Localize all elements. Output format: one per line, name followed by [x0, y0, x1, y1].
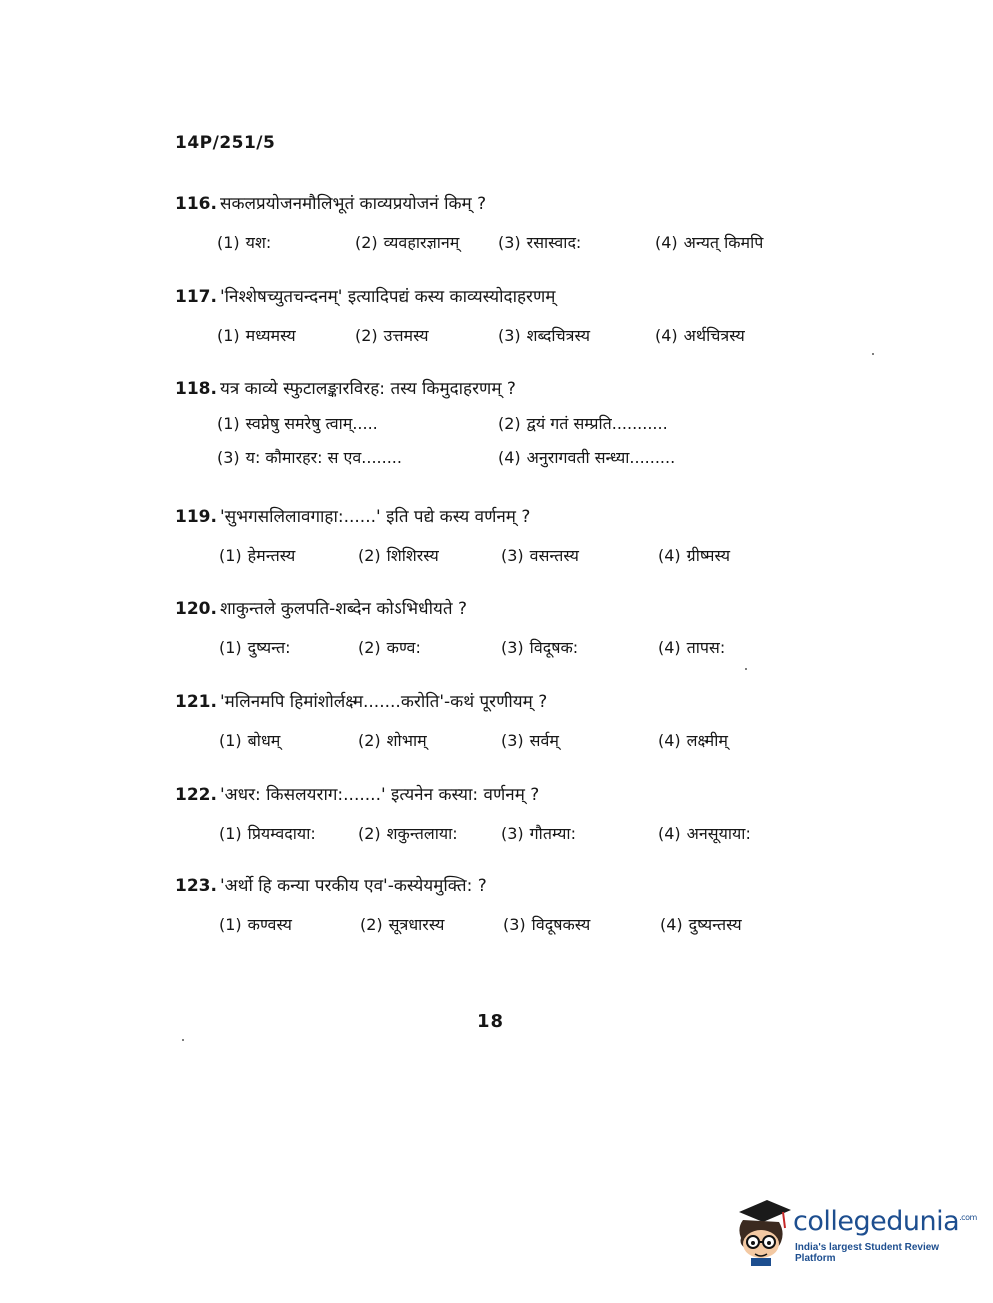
question-number: 117.: [175, 287, 217, 307]
option-2: [358, 541, 439, 571]
question-text: यत्र काव्ये स्फुटालङ्कारविरह: तस्य किमुदाहरणम् ?: [219, 379, 516, 399]
option-text: सर्वम्: [529, 731, 559, 750]
option-number: (4): [658, 731, 681, 750]
option-3: [498, 228, 581, 258]
option-number: (1): [219, 546, 242, 565]
option-text: हेमन्तस्य: [247, 546, 296, 565]
question-stem: [175, 872, 875, 900]
options-row: [175, 633, 875, 667]
option-text: ग्रीष्मस्य: [686, 546, 730, 565]
option-text: वसन्तस्य: [529, 546, 579, 565]
question-text: 'अधर: किसलयराग:.......' इत्यनेन कस्या: वर्णनम् ?: [219, 785, 540, 805]
option-text: रसास्वाद:: [526, 233, 582, 252]
option-4: [660, 910, 742, 940]
question-119: [175, 503, 875, 575]
option-4: [655, 321, 745, 351]
option-number: (4): [658, 638, 681, 657]
scan-speck: [872, 353, 874, 355]
option-3: [501, 541, 579, 571]
page-number: 18: [477, 1011, 505, 1032]
collegedunia-logo: [733, 1198, 977, 1268]
question-stem: [175, 781, 875, 809]
option-4: [658, 633, 725, 663]
option-text: तापस:: [686, 638, 726, 657]
option-text: अर्थचित्रस्य: [683, 326, 745, 345]
option-text: य: कौमारहर: स एव........: [245, 448, 402, 467]
question-stem: [175, 375, 875, 403]
options-row: [175, 819, 875, 853]
option-text: अन्यत् किमपि: [683, 233, 764, 252]
option-text: मध्यमस्य: [245, 326, 296, 345]
question-number: 120.: [175, 599, 217, 619]
option-text: यश:: [245, 233, 272, 252]
options-row: [175, 228, 875, 262]
question-text: शाकुन्तले कुलपति-शब्देन कोऽभिधीयते ?: [219, 599, 467, 619]
option-text: अनसूयाया:: [686, 824, 751, 843]
question-stem: [175, 283, 875, 311]
question-116: [175, 190, 875, 262]
option-number: (3): [498, 326, 521, 345]
question-number: 121.: [175, 692, 217, 712]
question-stem: [175, 688, 875, 716]
option-number: (3): [501, 824, 524, 843]
option-number: (2): [355, 233, 378, 252]
scan-speck: [182, 1039, 184, 1041]
option-3: [501, 726, 559, 756]
option-4: [658, 819, 751, 849]
options-grid: [175, 409, 875, 479]
logo-domain: .com: [959, 1213, 977, 1222]
option-number: (4): [660, 915, 683, 934]
question-number: 122.: [175, 785, 217, 805]
option-number: (3): [501, 546, 524, 565]
logo-tagline: India's largest Student Review Platform: [795, 1242, 940, 1264]
option-3: [503, 910, 590, 940]
option-3: [217, 443, 402, 473]
option-2: [498, 409, 668, 439]
question-117: [175, 283, 875, 355]
option-1: [217, 228, 271, 258]
option-4: [658, 541, 730, 571]
option-number: (2): [358, 546, 381, 565]
option-number: (4): [498, 448, 521, 467]
option-4: [658, 726, 728, 756]
option-2: [360, 910, 444, 940]
option-text: शकुन्तलाया:: [386, 824, 458, 843]
option-text: दुष्यन्त:: [247, 638, 291, 657]
question-121: [175, 688, 875, 760]
option-number: (3): [501, 731, 524, 750]
question-number: 116.: [175, 194, 217, 214]
question-text: 'मलिनमपि हिमांशोर्लक्ष्म.......करोति'-कथं पूरणीयम् ?: [219, 692, 548, 712]
option-number: (3): [498, 233, 521, 252]
option-number: (2): [358, 638, 381, 657]
option-number: (1): [219, 638, 242, 657]
option-1: [217, 409, 378, 439]
option-4: [655, 228, 763, 258]
option-number: (3): [501, 638, 524, 657]
option-text: द्वयं गतं सम्प्रति...........: [526, 414, 668, 433]
option-1: [219, 726, 280, 756]
option-number: (2): [498, 414, 521, 433]
option-3: [498, 321, 590, 351]
option-text: शिशिरस्य: [386, 546, 439, 565]
option-text: अनुरागवती सन्ध्या.........: [526, 448, 676, 467]
option-number: (2): [358, 824, 381, 843]
question-text: सकलप्रयोजनमौलिभूतं काव्यप्रयोजनं किम् ?: [219, 194, 487, 214]
question-number: 123.: [175, 876, 217, 896]
option-text: विदूषकस्य: [531, 915, 591, 934]
option-3: [501, 633, 578, 663]
option-number: (4): [655, 233, 678, 252]
option-text: कण्वस्य: [247, 915, 292, 934]
option-number: (2): [355, 326, 378, 345]
option-2: [355, 228, 459, 258]
option-number: (1): [219, 915, 242, 934]
scan-speck: [745, 668, 747, 670]
option-text: उत्तमस्य: [383, 326, 429, 345]
option-number: (1): [219, 824, 242, 843]
logo-wordmark: [793, 1206, 977, 1237]
option-text: सूत्रधारस्य: [388, 915, 445, 934]
question-text: 'सुभगसलिलावगाहा:......' इति पद्ये कस्य वर्णनम् ?: [219, 507, 531, 527]
option-1: [219, 633, 291, 663]
option-2: [358, 726, 427, 756]
option-text: लक्ष्मीम्: [686, 731, 728, 750]
options-row: [175, 726, 875, 760]
option-number: (1): [217, 414, 240, 433]
option-text: शोभाम्: [386, 731, 427, 750]
option-3: [501, 819, 576, 849]
option-2: [358, 819, 458, 849]
option-number: (3): [217, 448, 240, 467]
option-text: शब्दचित्रस्य: [526, 326, 591, 345]
question-120: [175, 595, 875, 667]
options-row: [175, 321, 875, 355]
question-stem: [175, 503, 875, 531]
question-stem: [175, 595, 875, 623]
option-number: (4): [655, 326, 678, 345]
option-text: व्यवहारज्ञानम्: [383, 233, 460, 252]
option-text: दुष्यन्तस्य: [688, 915, 742, 934]
options-row: [175, 541, 875, 575]
option-number: (3): [503, 915, 526, 934]
paper-code: 14P/251/5: [175, 133, 276, 153]
question-text: 'अर्थो हि कन्या परकीय एव'-कस्येयमुक्ति: ?: [219, 876, 487, 896]
option-2: [358, 633, 421, 663]
question-122: [175, 781, 875, 853]
option-number: (2): [358, 731, 381, 750]
option-number: (2): [360, 915, 383, 934]
option-number: (4): [658, 546, 681, 565]
question-123: [175, 872, 875, 944]
option-text: स्वप्नेषु समरेषु त्वाम्.....: [245, 414, 378, 433]
option-text: बोधम्: [247, 731, 281, 750]
option-text: प्रियम्वदाया:: [247, 824, 316, 843]
option-1: [217, 321, 296, 351]
option-number: (4): [658, 824, 681, 843]
option-4: [498, 443, 675, 473]
option-1: [219, 819, 316, 849]
option-text: गौतम्या:: [529, 824, 576, 843]
question-number: 119.: [175, 507, 217, 527]
option-text: कण्व:: [386, 638, 421, 657]
option-number: (1): [217, 326, 240, 345]
option-text: विदूषक:: [529, 638, 579, 657]
question-118: [175, 375, 875, 479]
option-1: [219, 910, 292, 940]
option-1: [219, 541, 295, 571]
student-mascot-icon: [733, 1198, 795, 1268]
options-row: [175, 910, 875, 944]
option-number: (1): [219, 731, 242, 750]
option-2: [355, 321, 429, 351]
question-stem: [175, 190, 875, 218]
option-number: (1): [217, 233, 240, 252]
question-text: 'निश्शेषच्युतचन्दनम्' इत्यादिपद्यं कस्य काव्यस्योदाहरणम्: [219, 287, 556, 307]
logo-brand: collegedunia: [793, 1206, 960, 1237]
question-number: 118.: [175, 379, 217, 399]
